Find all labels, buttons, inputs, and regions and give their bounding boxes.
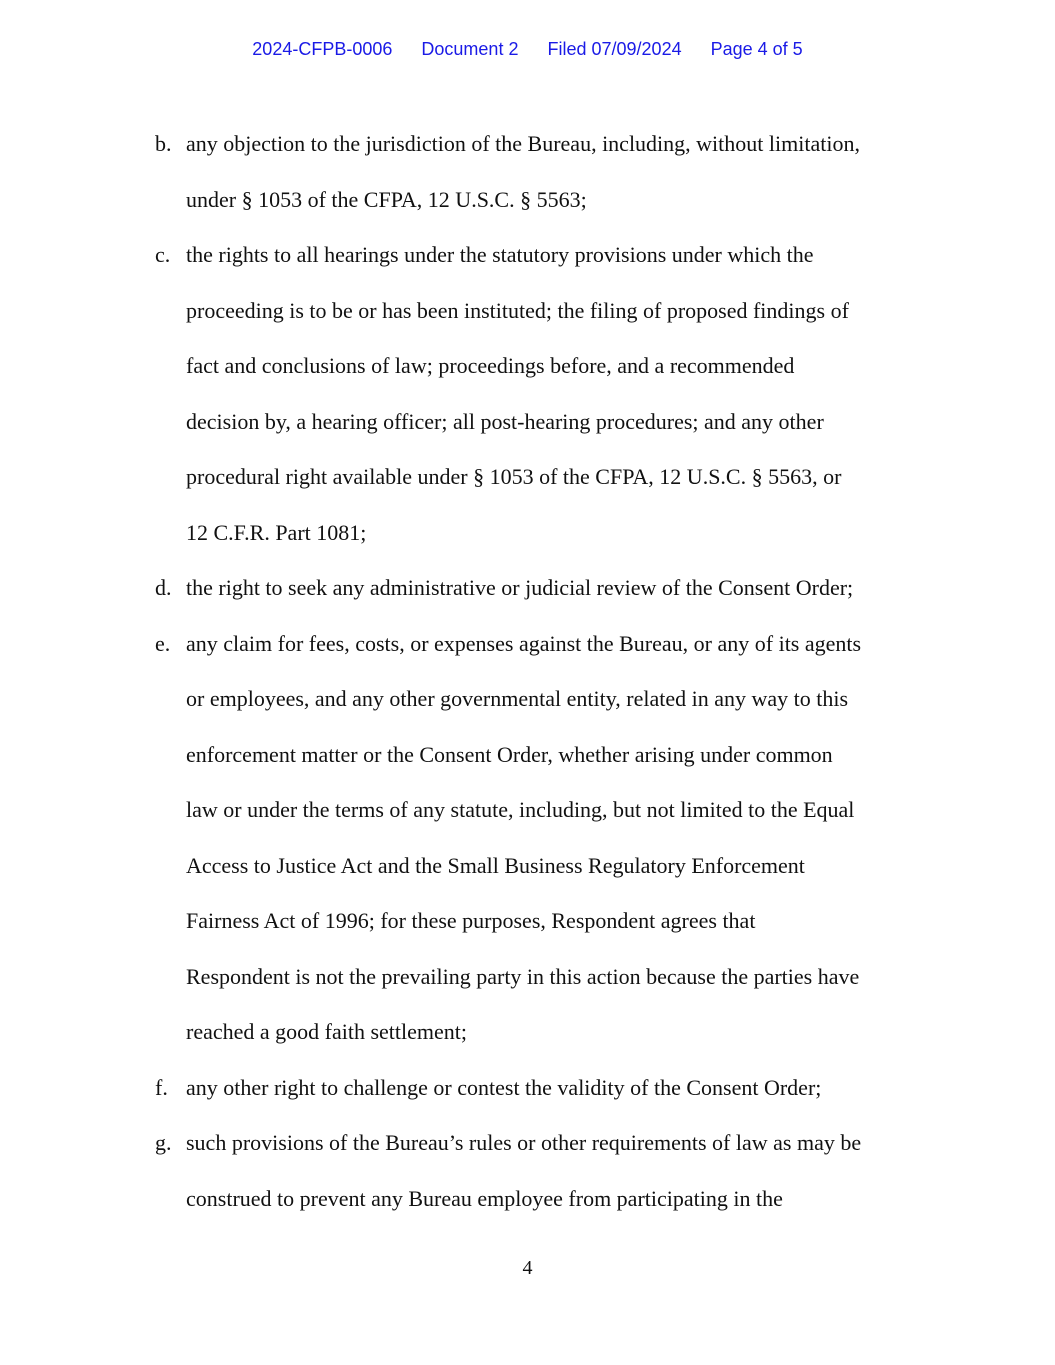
filed-date: Filed 07/09/2024: [547, 39, 682, 59]
list-item-g: [0, 1115, 1055, 1226]
page-indicator: Page 4 of 5: [710, 39, 803, 59]
text-line: the rights to all hearings under the statutory provisions under which the: [186, 242, 814, 267]
text-line: any objection to the jurisdiction of the Bureau, including, without limitation,: [186, 131, 860, 156]
text-line: decision by, a hearing officer; all post-hearing procedures; and any other: [186, 408, 824, 434]
text-line: any claim for fees, costs, or expenses against the Bureau, or any of its agents: [186, 630, 862, 656]
text-line: such provisions of the Bureau’s rules or other requirements of law as may be: [186, 1130, 862, 1155]
text-line: law or under the terms of any statute, including, but not limited to the Equal: [186, 797, 855, 822]
text-line: Fairness Act of 1996; for these purposes, Respondent agrees that: [186, 908, 756, 933]
page-number: 4: [522, 1257, 533, 1279]
text-line: proceeding is to be or has been instituted; the filing of proposed findings of: [186, 297, 849, 323]
text-line: Respondent is not the prevailing party in this action because the parties have: [186, 963, 860, 989]
list-marker: b.: [155, 131, 172, 156]
list-item-f: [0, 1060, 1055, 1116]
list-item-e: [0, 616, 1055, 1060]
text-line: any other right to challenge or contest the validity of the Consent Order;: [186, 1074, 822, 1100]
document-label: Document 2: [421, 39, 519, 59]
list-marker: g.: [155, 1130, 172, 1155]
list-item-b: [0, 116, 1055, 227]
list-item-d: [0, 560, 1055, 616]
list-marker: d.: [155, 575, 172, 600]
text-line: Access to Justice Act and the Small Business Regulatory Enforcement: [186, 852, 805, 878]
list-marker: c.: [155, 242, 171, 267]
text-line: or employees, and any other governmental entity, related in any way to this: [186, 686, 849, 711]
text-line: 12 C.F.R. Part 1081;: [186, 519, 367, 545]
text-line: construed to prevent any Bureau employee from participating in the: [186, 1185, 783, 1211]
document-header: [0, 39, 1055, 60]
text-line: the right to seek any administrative or judicial review of the Consent Order;: [186, 575, 854, 600]
list-item-c: [0, 227, 1055, 560]
text-line: reached a good faith settlement;: [186, 1019, 467, 1044]
document-body: [0, 116, 1055, 1226]
text-line: enforcement matter or the Consent Order, whether arising under common: [186, 741, 833, 767]
list-marker: f.: [155, 1074, 168, 1100]
case-number: 2024-CFPB-0006: [252, 39, 393, 59]
list-marker: e.: [155, 630, 171, 656]
text-line: procedural right available under § 1053 of the CFPA, 12 U.S.C. § 5563, or: [186, 464, 842, 489]
text-line: fact and conclusions of law; proceedings before, and a recommended: [186, 353, 795, 378]
text-line: under § 1053 of the CFPA, 12 U.S.C. § 5563;: [186, 186, 587, 212]
